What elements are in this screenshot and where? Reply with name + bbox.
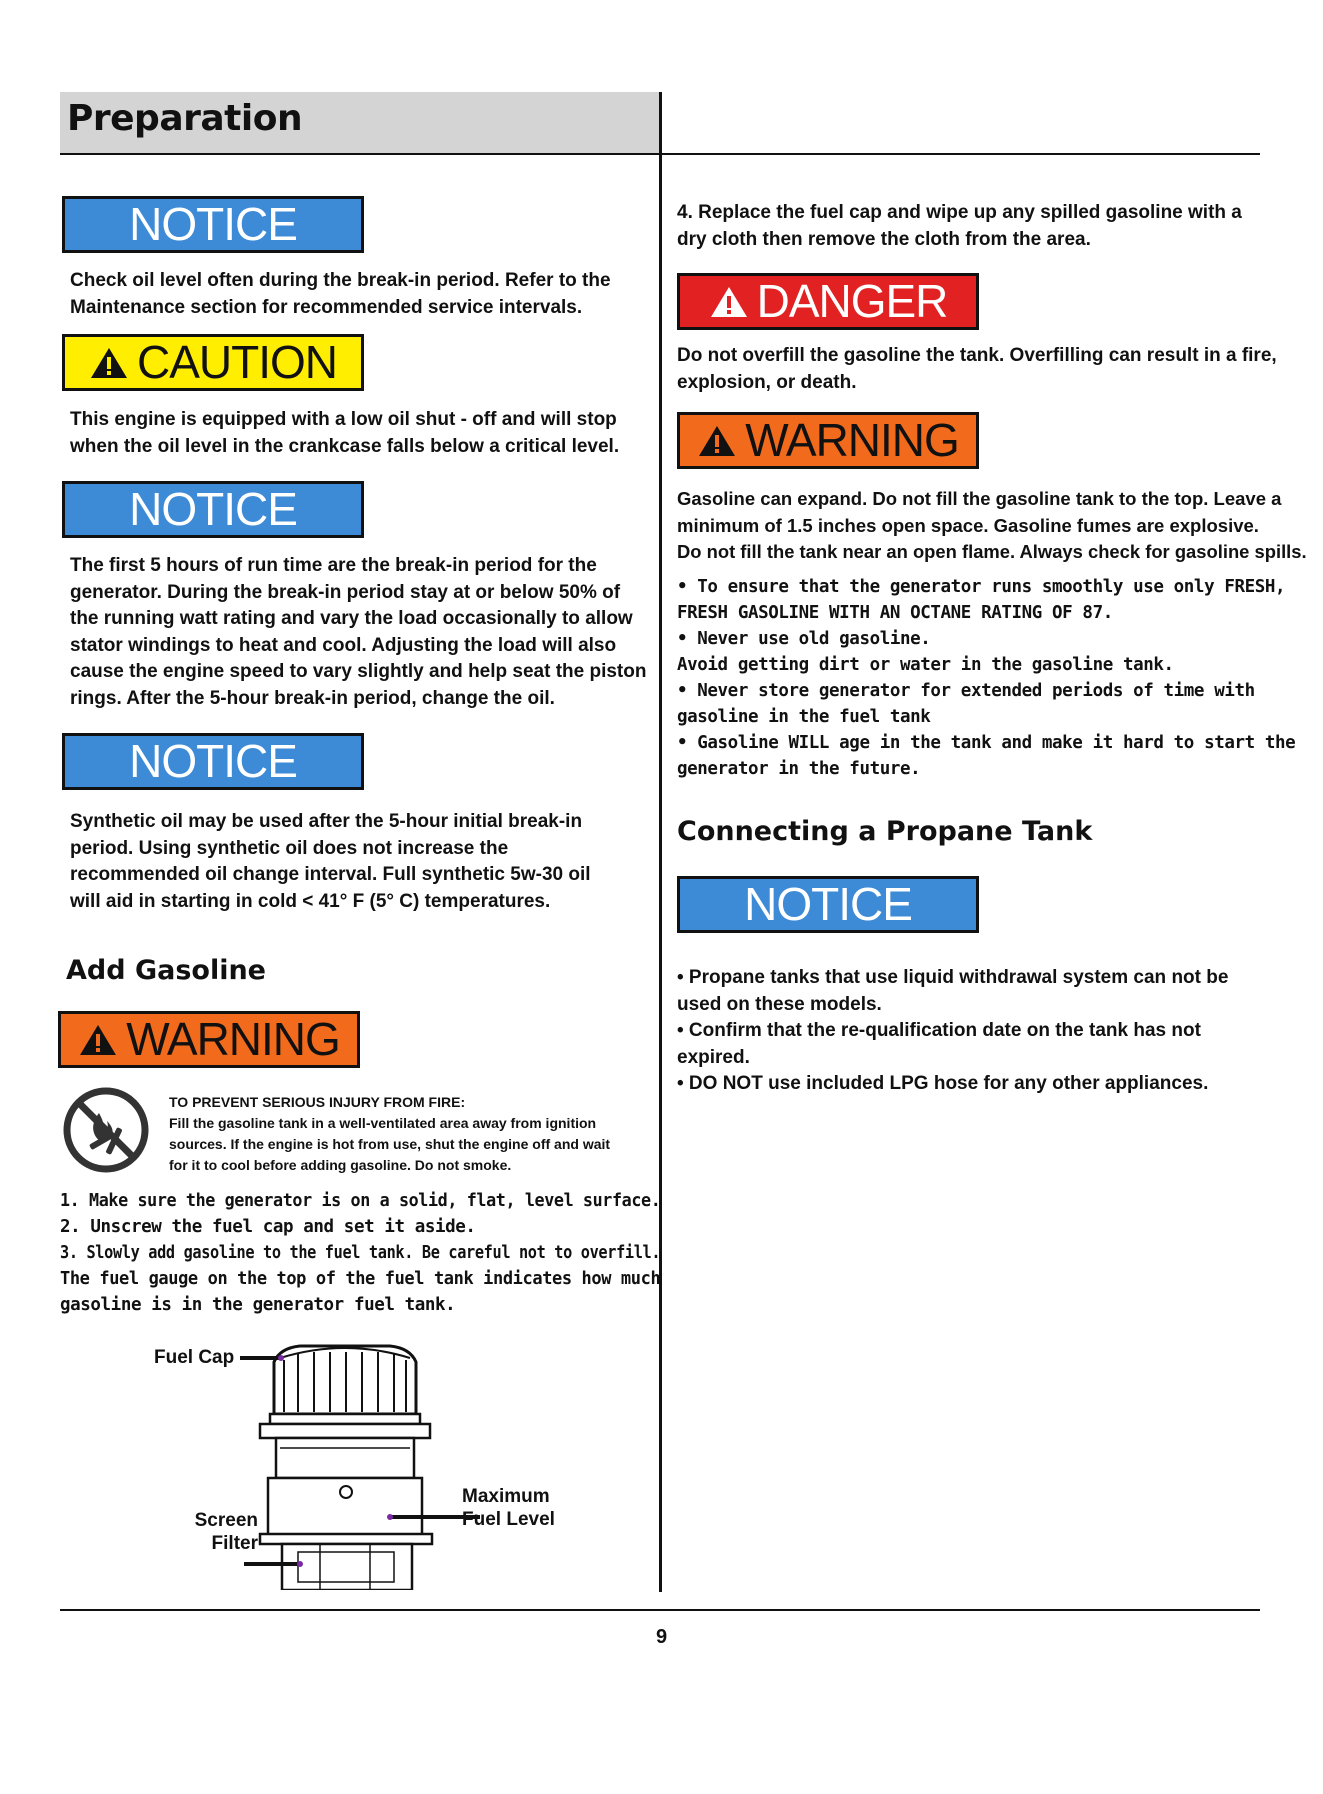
- propane-text: [677, 965, 1297, 1098]
- warning-triangle-icon: [78, 1023, 118, 1057]
- screen-filter-label: [190, 1509, 258, 1555]
- bullet-line: • Never use old gasoline.: [677, 629, 931, 649]
- text-line: 4. Replace the fuel cap and wipe up any spilled gasoline with a: [677, 202, 1242, 223]
- notice-1-text: [70, 268, 650, 321]
- caution-label: CAUTION: [62, 334, 364, 391]
- text-line: period. Using synthetic oil does not increase the: [70, 837, 509, 859]
- text-line: The first 5 hours of run time are the break-in period for the: [70, 555, 597, 576]
- step-line: 2. Unscrew the fuel cap and set it aside.: [60, 1217, 476, 1237]
- text-line: for it to cool before adding gasoline. Do not smoke.: [169, 1157, 512, 1173]
- bullet-line: • Never store generator for extended periods of time with: [677, 681, 1255, 701]
- warning-triangle-icon: [697, 424, 737, 458]
- text-line: generator. During the break-in period stay at or below 50% of: [70, 581, 621, 603]
- warning-triangle-icon: [89, 346, 129, 380]
- bullet-line: • To ensure that the generator runs smoothly use only FRESH,: [677, 577, 1286, 597]
- caution-text: [70, 407, 650, 460]
- notice-label-1: NOTICE: [62, 196, 364, 253]
- text-line: Maintenance section for recommended service intervals.: [70, 296, 583, 318]
- text-line: when the oil level in the crankcase falls below a critical level.: [70, 435, 620, 457]
- page-number: 9: [655, 1626, 668, 1648]
- bullet-line: FRESH GASOLINE WITH AN OCTANE RATING OF 87.: [677, 603, 1113, 623]
- text-line: Maximum: [462, 1486, 550, 1507]
- text-line: cause the engine speed to vary slightly and help seat the piston: [70, 661, 647, 682]
- warning-text: [677, 486, 1307, 566]
- text-line: dry cloth then remove the cloth from the area.: [677, 228, 1091, 250]
- text-line: the running watt rating and vary the load occasionally to allow: [70, 608, 633, 629]
- danger-text: [677, 343, 1297, 396]
- fuel-cap-label: Fuel Cap: [154, 1347, 235, 1368]
- page-title: Preparation: [67, 98, 303, 139]
- text-line: • Propane tanks that use liquid withdrawal system can not be: [677, 967, 1229, 988]
- add-gasoline-heading: Add Gasoline: [66, 955, 266, 986]
- text-line: expired.: [677, 1046, 750, 1068]
- text-line: will aid in starting in cold < 41° F (5° C) temperatures.: [70, 890, 551, 912]
- max-fuel-level-label: [462, 1485, 555, 1531]
- warning-label-right: WARNING: [677, 412, 979, 469]
- footer-rule: [60, 1609, 1260, 1611]
- notice-label-propane: NOTICE: [677, 876, 979, 933]
- no-smoking-no-flame-icon: [63, 1087, 149, 1173]
- notice-3-text: [70, 809, 650, 915]
- text-line: Do not fill the tank near an open flame. Always check for gasoline spills.: [677, 541, 1307, 562]
- notice-label-2: NOTICE: [62, 481, 364, 538]
- bullet-line: gasoline in the fuel tank: [677, 707, 931, 727]
- gasoline-tips: [677, 574, 1307, 782]
- text-line: Fill the gasoline tank in a well-ventilated area away from ignition: [169, 1115, 597, 1131]
- text-line: Fuel Level: [462, 1509, 555, 1530]
- text-line: explosion, or death.: [677, 371, 857, 393]
- step-line: 3. Slowly add gasoline to the fuel tank. Be careful not to overfill.: [60, 1243, 661, 1263]
- text-line: Filter: [211, 1533, 258, 1554]
- column-divider: [659, 92, 662, 1592]
- fuel-cap-diagram: [240, 1340, 490, 1590]
- notice-label-3: NOTICE: [62, 733, 364, 790]
- text-line: Synthetic oil may be used after the 5-hour initial break-in: [70, 811, 583, 832]
- step-line: The fuel gauge on the top of the fuel tank indicates how much: [60, 1269, 661, 1289]
- bullet-line: • Gasoline WILL age in the tank and make it hard to start the: [677, 733, 1296, 753]
- fill-steps: [60, 1188, 660, 1318]
- text-line: minimum of 1.5 inches open space. Gasoline fumes are explosive.: [677, 514, 1259, 536]
- warning-label-left: WARNING: [58, 1011, 360, 1068]
- propane-heading: Connecting a Propane Tank: [677, 816, 1093, 847]
- warning-triangle-icon: [709, 285, 749, 319]
- text-line: recommended oil change interval. Full synthetic 5w-30 oil: [70, 864, 591, 885]
- bullet-line: Avoid getting dirt or water in the gasoline tank.: [677, 655, 1174, 675]
- text-line: • Confirm that the re-qualification date on the tank has not: [677, 1020, 1201, 1041]
- notice-2-text: [70, 553, 650, 712]
- text-line: rings. After the 5-hour break-in period, change the oil.: [70, 687, 555, 709]
- fire-warning-title: TO PREVENT SERIOUS INJURY FROM FIRE:: [169, 1094, 466, 1110]
- step-line: gasoline is in the generator fuel tank.: [60, 1295, 456, 1315]
- text-line: Screen: [194, 1510, 258, 1531]
- text-line: Do not overfill the gasoline the tank. Overfilling can result in a fire,: [677, 345, 1277, 366]
- step-line: 1. Make sure the generator is on a solid, flat, level surface.: [60, 1191, 661, 1211]
- text-line: Gasoline can expand. Do not fill the gasoline tank to the top. Leave a: [677, 488, 1282, 509]
- text-line: used on these models.: [677, 993, 882, 1015]
- text-line: This engine is equipped with a low oil shut - off and will stop: [70, 409, 617, 430]
- text-line: sources. If the engine is hot from use, shut the engine off and wait: [169, 1136, 611, 1152]
- text-line: Check oil level often during the break-in period. Refer to the: [70, 270, 611, 291]
- text-line: stator windings to heat and cool. Adjusting the load will also: [70, 634, 617, 656]
- text-line: • DO NOT use included LPG hose for any other appliances.: [677, 1073, 1209, 1094]
- fire-warning-text: [169, 1092, 639, 1176]
- bullet-line: generator in the future.: [677, 759, 921, 779]
- step-4-text: [677, 200, 1297, 253]
- danger-label: DANGER: [677, 273, 979, 330]
